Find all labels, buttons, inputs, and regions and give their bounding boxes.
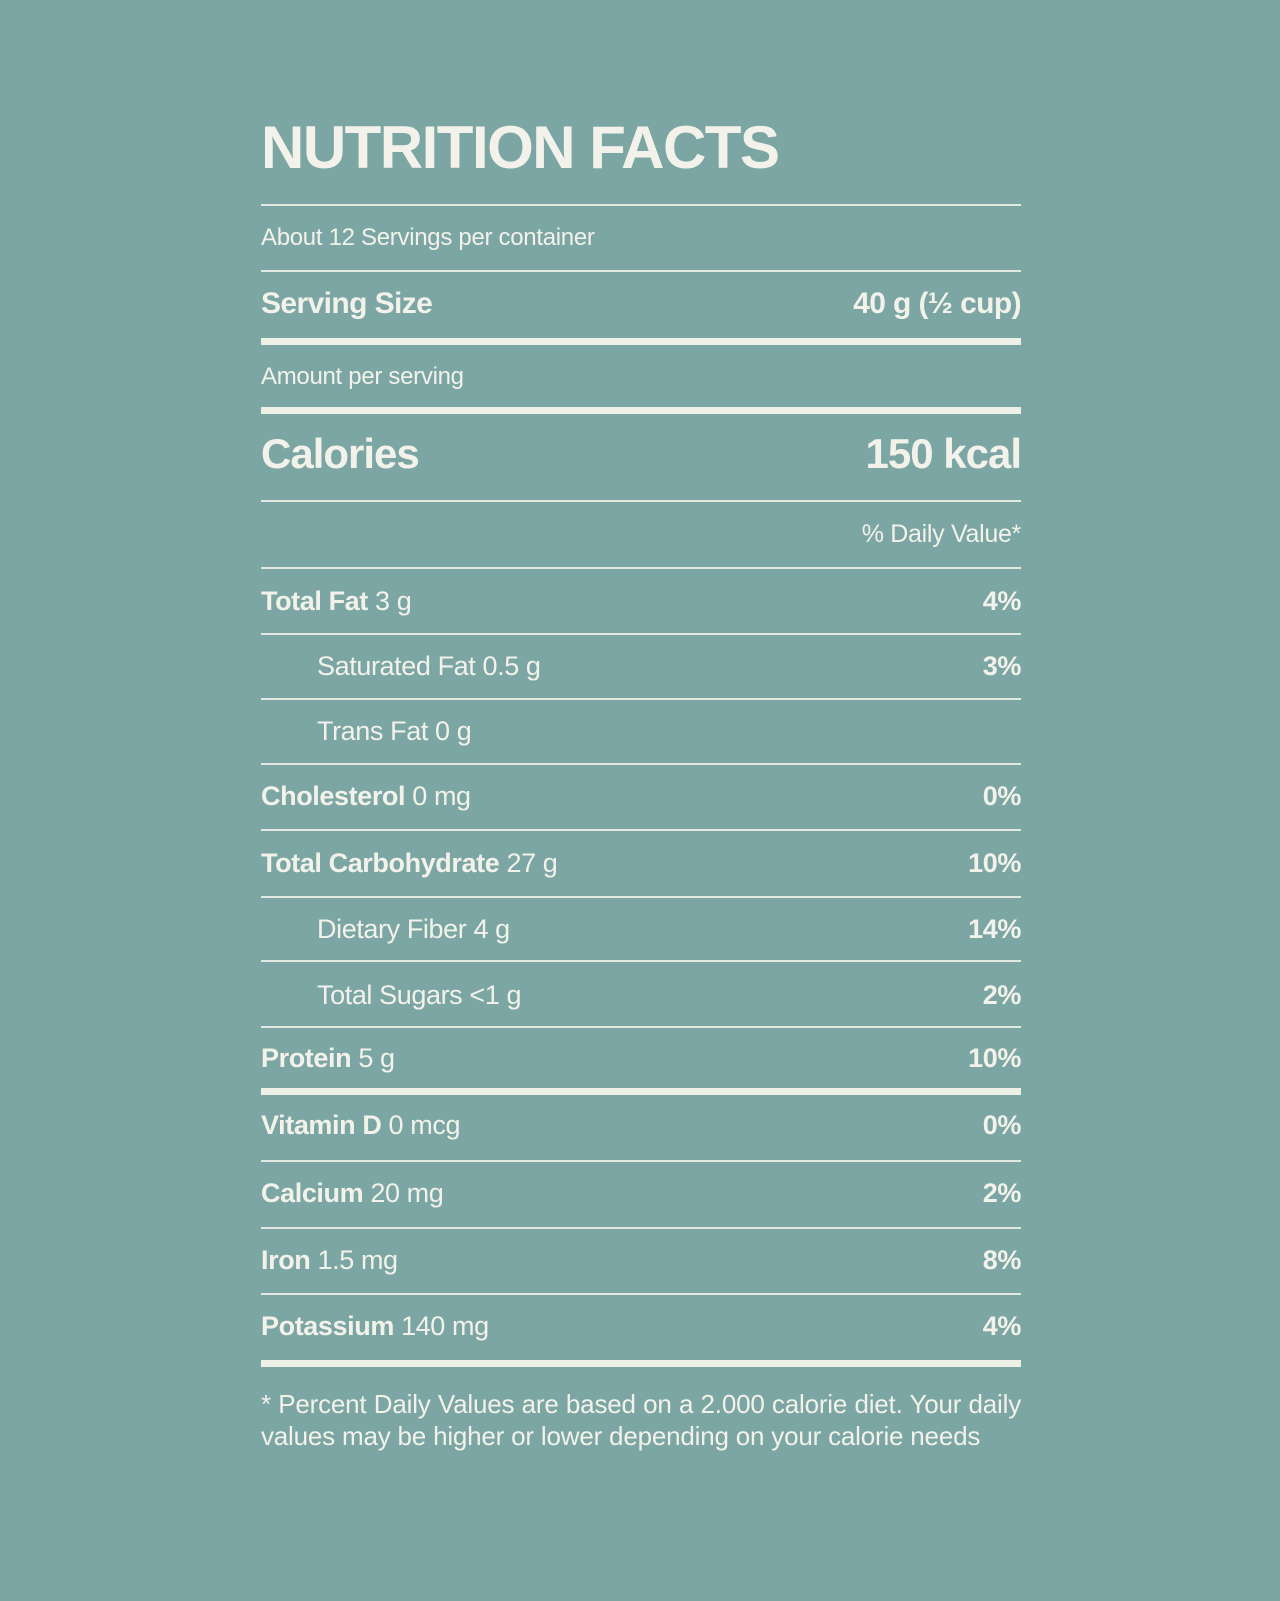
- nutrient-daily-value: 2%: [982, 979, 1021, 1010]
- calories-label: Calories: [261, 430, 419, 477]
- divider-rule: [261, 1227, 1021, 1229]
- divider-rule: [261, 567, 1021, 569]
- amount-per-serving-row: [261, 361, 1021, 393]
- nutrient-row-total-fat: [261, 583, 1021, 619]
- nutrient-row-cholesterol: [261, 778, 1021, 814]
- nutrient-name: Iron: [261, 1244, 311, 1275]
- nutrient-daily-value: 4%: [982, 1310, 1021, 1341]
- divider-rule: [261, 1026, 1021, 1028]
- nutrient-amount: 0 mg: [412, 780, 471, 811]
- divider-rule: [261, 204, 1021, 206]
- nutrient-row-potassium: [261, 1308, 1021, 1344]
- nutrient-amount: 20 mg: [370, 1177, 444, 1208]
- nutrient-daily-value: 8%: [982, 1244, 1021, 1275]
- divider-rule: [261, 633, 1021, 635]
- serving-size-row: [261, 284, 1021, 324]
- divider-rule: [261, 896, 1021, 898]
- nutrient-name: Protein: [261, 1042, 352, 1073]
- thick-divider-rule: [261, 1088, 1021, 1095]
- divider-rule: [261, 698, 1021, 700]
- amount-per-serving: Amount per serving: [261, 363, 464, 390]
- nutrient-name: Trans Fat 0 g: [317, 715, 472, 746]
- nutrient-amount: 5 g: [358, 1042, 395, 1073]
- nutrient-daily-value: 10%: [968, 1042, 1021, 1073]
- nutrient-daily-value: 10%: [968, 847, 1021, 878]
- daily-value-header: % Daily Value*: [861, 519, 1021, 548]
- nutrient-daily-value: 3%: [982, 650, 1021, 681]
- divider-rule: [261, 1160, 1021, 1162]
- divider-rule: [261, 763, 1021, 765]
- nutrient-row-total-carbohydrate: [261, 845, 1021, 881]
- nutrient-name: Saturated Fat 0.5 g: [317, 650, 541, 681]
- divider-rule: [261, 270, 1021, 272]
- thick-divider-rule: [261, 407, 1021, 414]
- servings-per-container: About 12 Servings per container: [261, 224, 595, 251]
- nutrient-amount: 0 mcg: [388, 1109, 461, 1140]
- calories-row: [261, 426, 1021, 482]
- nutrient-row-calcium: [261, 1175, 1021, 1211]
- nutrient-amount: 27 g: [506, 847, 558, 878]
- nutrient-daily-value: 14%: [968, 913, 1021, 944]
- nutrient-name: Total Sugars <1 g: [317, 979, 522, 1010]
- nutrient-daily-value: 2%: [982, 1177, 1021, 1208]
- daily-value-header-row: [261, 517, 1021, 551]
- calories-value: 150 kcal: [865, 430, 1021, 477]
- nutrient-name: Total Fat: [261, 585, 368, 616]
- servings-row: [261, 222, 1021, 254]
- nutrient-amount: 1.5 mg: [317, 1244, 398, 1275]
- nutrient-name: Potassium: [261, 1310, 394, 1341]
- nutrient-daily-value: 0%: [982, 780, 1021, 811]
- nutrient-name: Vitamin D: [261, 1109, 382, 1140]
- divider-rule: [261, 960, 1021, 962]
- nutrient-row-saturated-fat: [261, 648, 1021, 684]
- divider-rule: [261, 500, 1021, 502]
- daily-value-footnote: * Percent Daily Values are based on a 2.000 calorie diet. Your daily values may be higher or lower depending on your calorie needs: [261, 1389, 1021, 1451]
- serving-size-value: 40 g (½ cup): [853, 287, 1021, 320]
- nutrient-row-total-sugars: [261, 977, 1021, 1013]
- nutrient-daily-value: 4%: [982, 585, 1021, 616]
- divider-rule: [261, 1293, 1021, 1295]
- serving-size-label: Serving Size: [261, 287, 433, 320]
- nutrient-row-protein: [261, 1040, 1021, 1076]
- nutrient-row-iron: [261, 1242, 1021, 1278]
- nutrient-row-dietary-fiber: [261, 911, 1021, 947]
- nutrient-name: Dietary Fiber 4 g: [317, 913, 510, 944]
- nutrient-name: Calcium: [261, 1177, 364, 1208]
- nutrient-name: Cholesterol: [261, 780, 406, 811]
- nutrient-name: Total Carbohydrate: [261, 847, 500, 878]
- nutrition-facts-title: NUTRITION FACTS: [261, 114, 779, 181]
- nutrient-daily-value: 0%: [982, 1109, 1021, 1140]
- nutrient-row-vitamin-d: [261, 1107, 1021, 1143]
- nutrient-row-trans-fat: [261, 713, 1021, 749]
- thick-divider-rule: [261, 338, 1021, 345]
- nutrient-amount: 3 g: [375, 585, 412, 616]
- nutrient-amount: 140 mg: [401, 1310, 489, 1341]
- divider-rule: [261, 829, 1021, 831]
- thick-divider-rule: [261, 1360, 1021, 1367]
